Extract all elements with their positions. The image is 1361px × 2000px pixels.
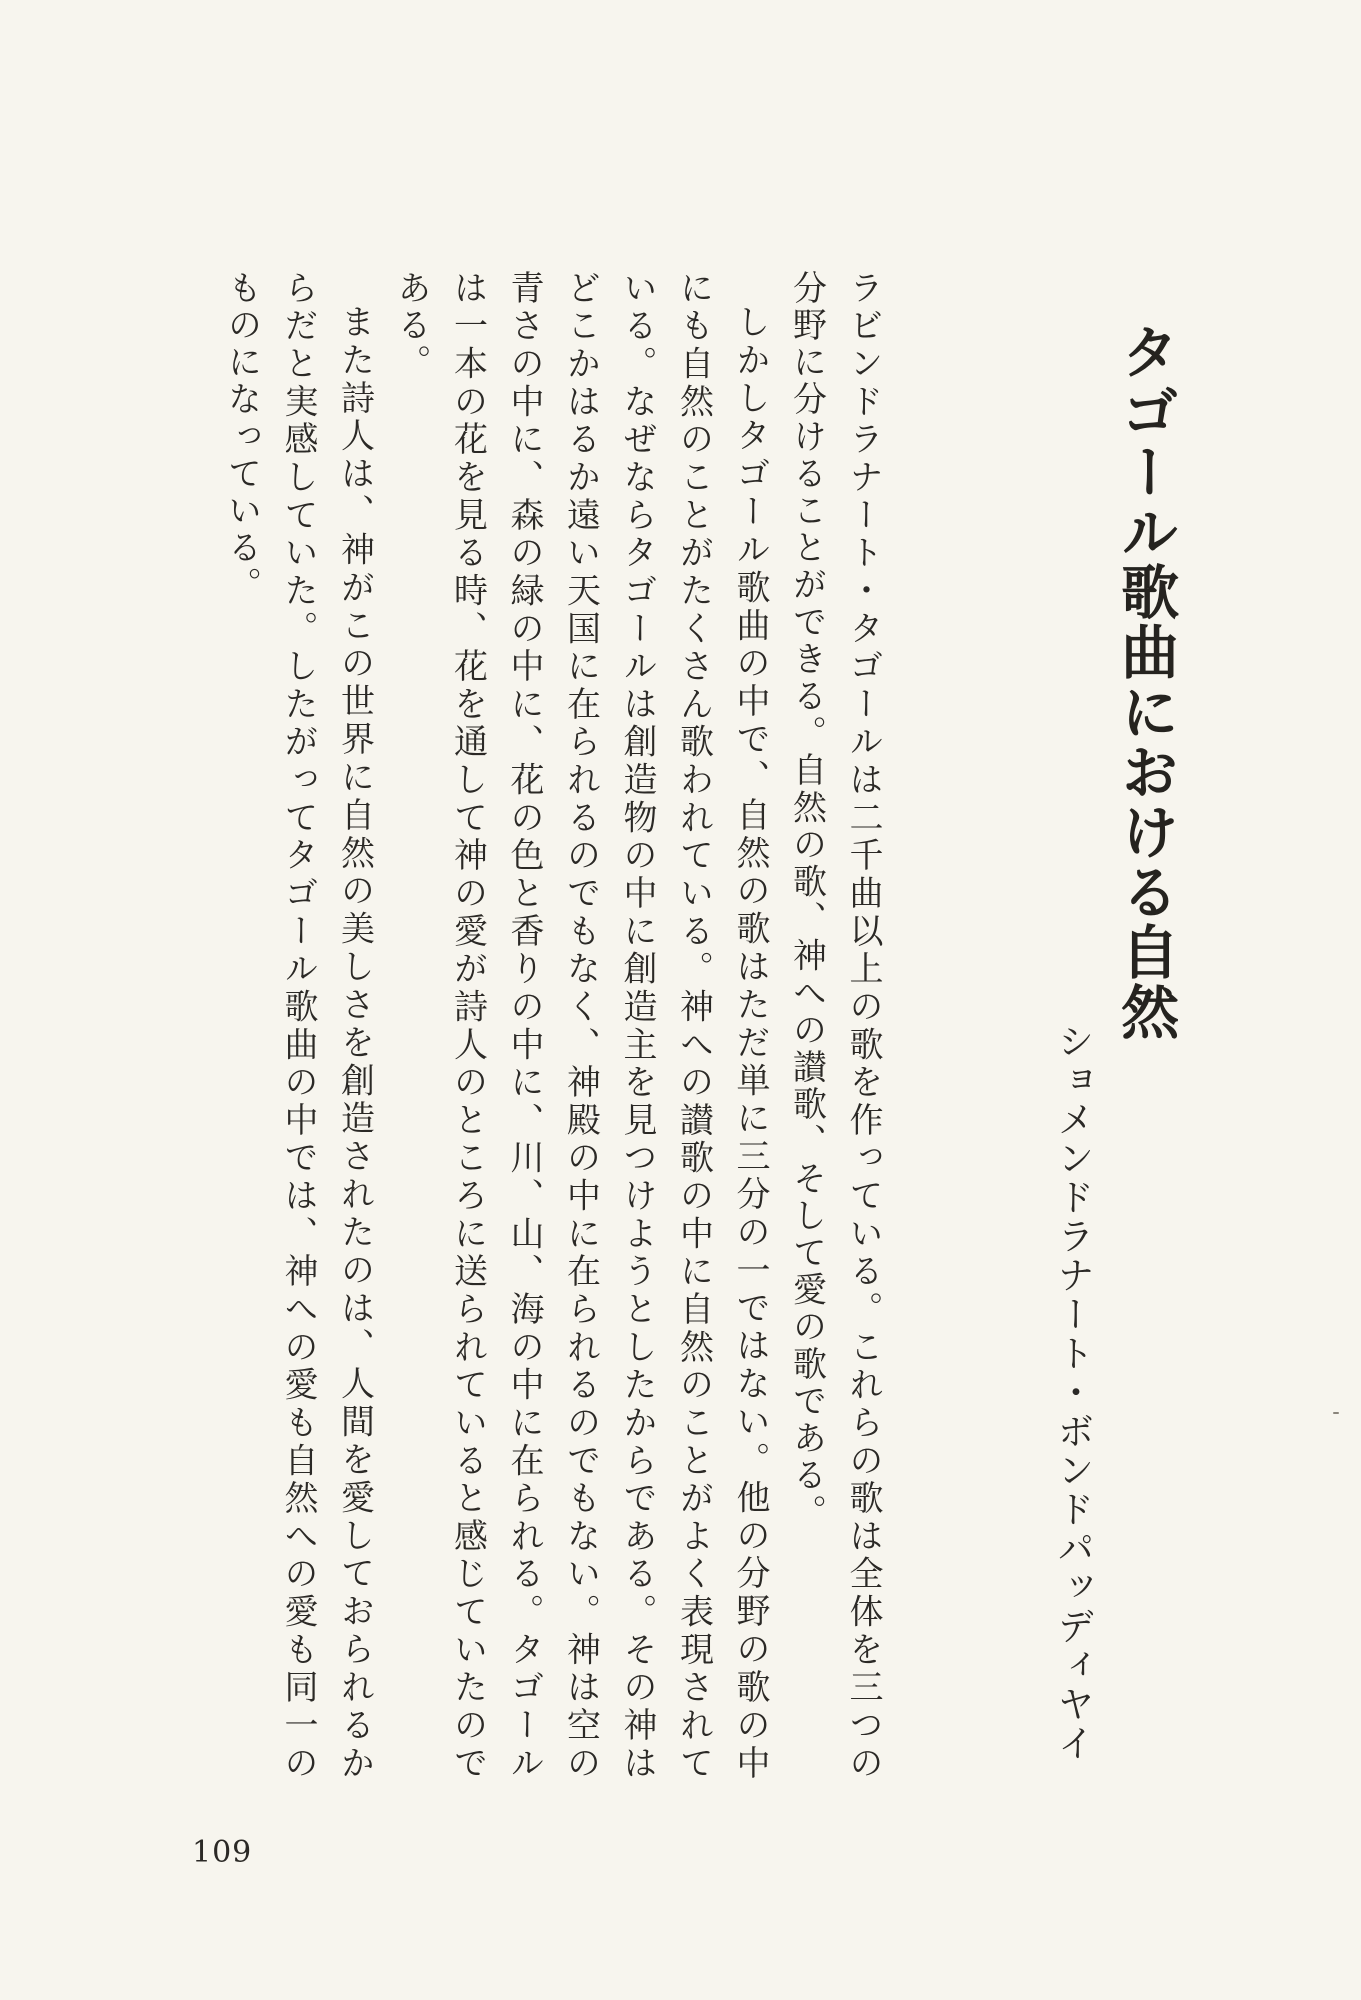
page-number: 109: [192, 1835, 253, 1870]
author-name: ショメンドラナート・ボンドパッディヤイ: [1051, 1022, 1094, 1763]
page-title: タゴール歌曲における自然: [1111, 322, 1180, 1042]
paragraph-2: しかしタゴール歌曲の中で、自然の歌はただ単に三分の一ではない。他の分野の歌の中にも自然のことがたくさん歌われている。神への讃歌の中に自然のことがよく表現されている。なぜならタゴールは創造物の中に創造主を見つけようとしたからである。その神はどこかはるか遠い天国に在られるのでもなく、神殿の中に在られるのでもない。神は空の青さの中に、森の緑の中に、花の色と香りの中に、川、山、海の中に在られる。タゴールは一本の花を見る時、花を通して神の愛が詩人のところに送られていると感じていたのである。: [391, 270, 770, 1782]
body-text: [213, 270, 891, 1782]
paper-speck: [1333, 1412, 1339, 1414]
paragraph-3: また詩人は、神がこの世界に自然の美しさを創造されたのは、人間を愛しておられるからだと実感していた。したがってタゴール歌曲の中では、神への愛も自然への愛も同一のものになっている。: [221, 270, 375, 1782]
paragraph-1: ラビンドラナート・タゴールは二千曲以上の歌を作っている。これらの歌は全体を三つの分野に分けることができる。自然の歌、神への讃歌、そして愛の歌である。: [786, 270, 883, 1782]
